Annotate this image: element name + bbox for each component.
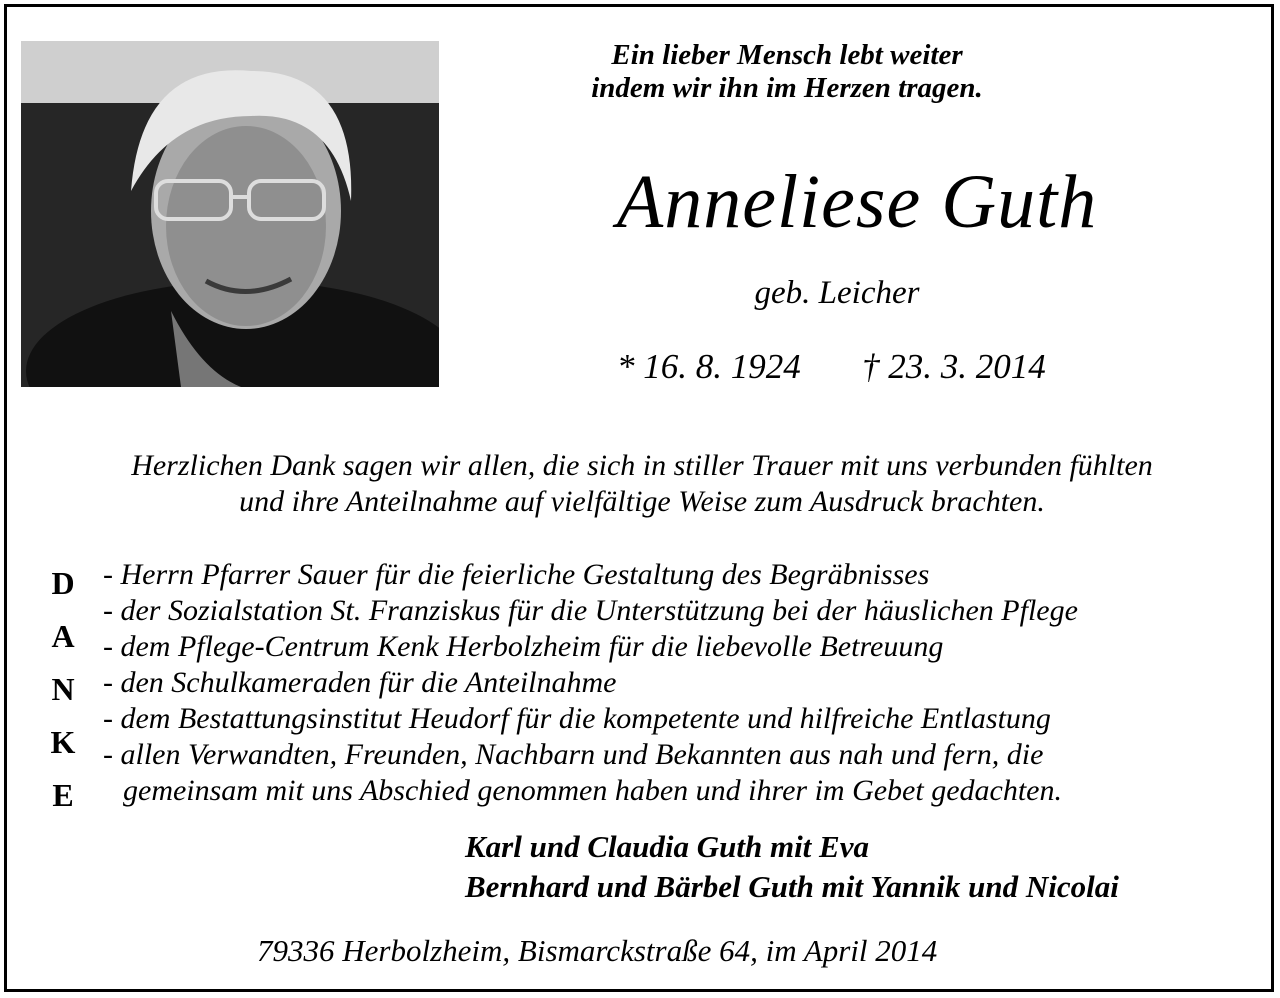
obituary-card <box>4 4 1274 992</box>
portrait-photo <box>21 41 439 387</box>
thanks-list <box>103 557 1263 809</box>
list-item: - dem Pflege-Centrum Kenk Herbolzheim für die liebevolle Betreuung <box>103 630 944 663</box>
thanks-paragraph <box>27 448 1257 520</box>
list-item: - Herrn Pfarrer Sauer für die feierliche Gestaltung des Begräbnisses <box>103 558 930 591</box>
list-item: - dem Bestattungsinstitut Heudorf für die kompetente und hilfreiche Entlastung <box>103 702 1051 735</box>
danke-letter: K <box>50 724 76 760</box>
danke-letter: N <box>51 671 75 707</box>
list-item: - der Sozialstation St. Franziskus für die Unterstützung bei der häuslichen Pflege <box>103 594 1078 627</box>
list-item: - den Schulkameraden für die Anteilnahme <box>103 666 617 699</box>
signers <box>465 827 1265 907</box>
thanks-line-2: und ihre Anteilnahme auf vielfältige Weise zum Ausdruck brachten. <box>239 485 1045 518</box>
list-item: - allen Verwandten, Freunden, Nachbarn und Bekannten aus nah und fern, die <box>103 738 1044 771</box>
thanks-line-1: Herzlichen Dank sagen wir allen, die sich in stiller Trauer mit uns verbunden fühlten <box>131 449 1153 482</box>
death-date: † 23. 3. 2014 <box>862 347 1046 386</box>
motto <box>567 39 1007 105</box>
danke-letter: E <box>52 777 74 813</box>
danke-acrostic <box>43 563 83 828</box>
footer-address: 79336 Herbolzheim, Bismarckstraße 64, im April 2014 <box>257 933 938 968</box>
danke-letter: D <box>51 565 75 601</box>
list-item-continuation: gemeinsam mit uns Abschied genommen haben und ihrer im Gebet gedachten. <box>123 774 1062 807</box>
signer-line: Bernhard und Bärbel Guth mit Yannik und Nicolai <box>465 869 1119 904</box>
birth-date: * 16. 8. 1924 <box>617 347 801 386</box>
danke-letter: A <box>51 618 75 654</box>
motto-line-1: Ein lieber Mensch lebt weiter <box>611 39 963 71</box>
motto-line-2: indem wir ihn im Herzen tragen. <box>591 72 983 104</box>
maiden-name: geb. Leicher <box>754 275 920 311</box>
signer-line: Karl und Claudia Guth mit Eva <box>465 829 869 864</box>
deceased-name: Anneliese Guth <box>616 160 1098 244</box>
